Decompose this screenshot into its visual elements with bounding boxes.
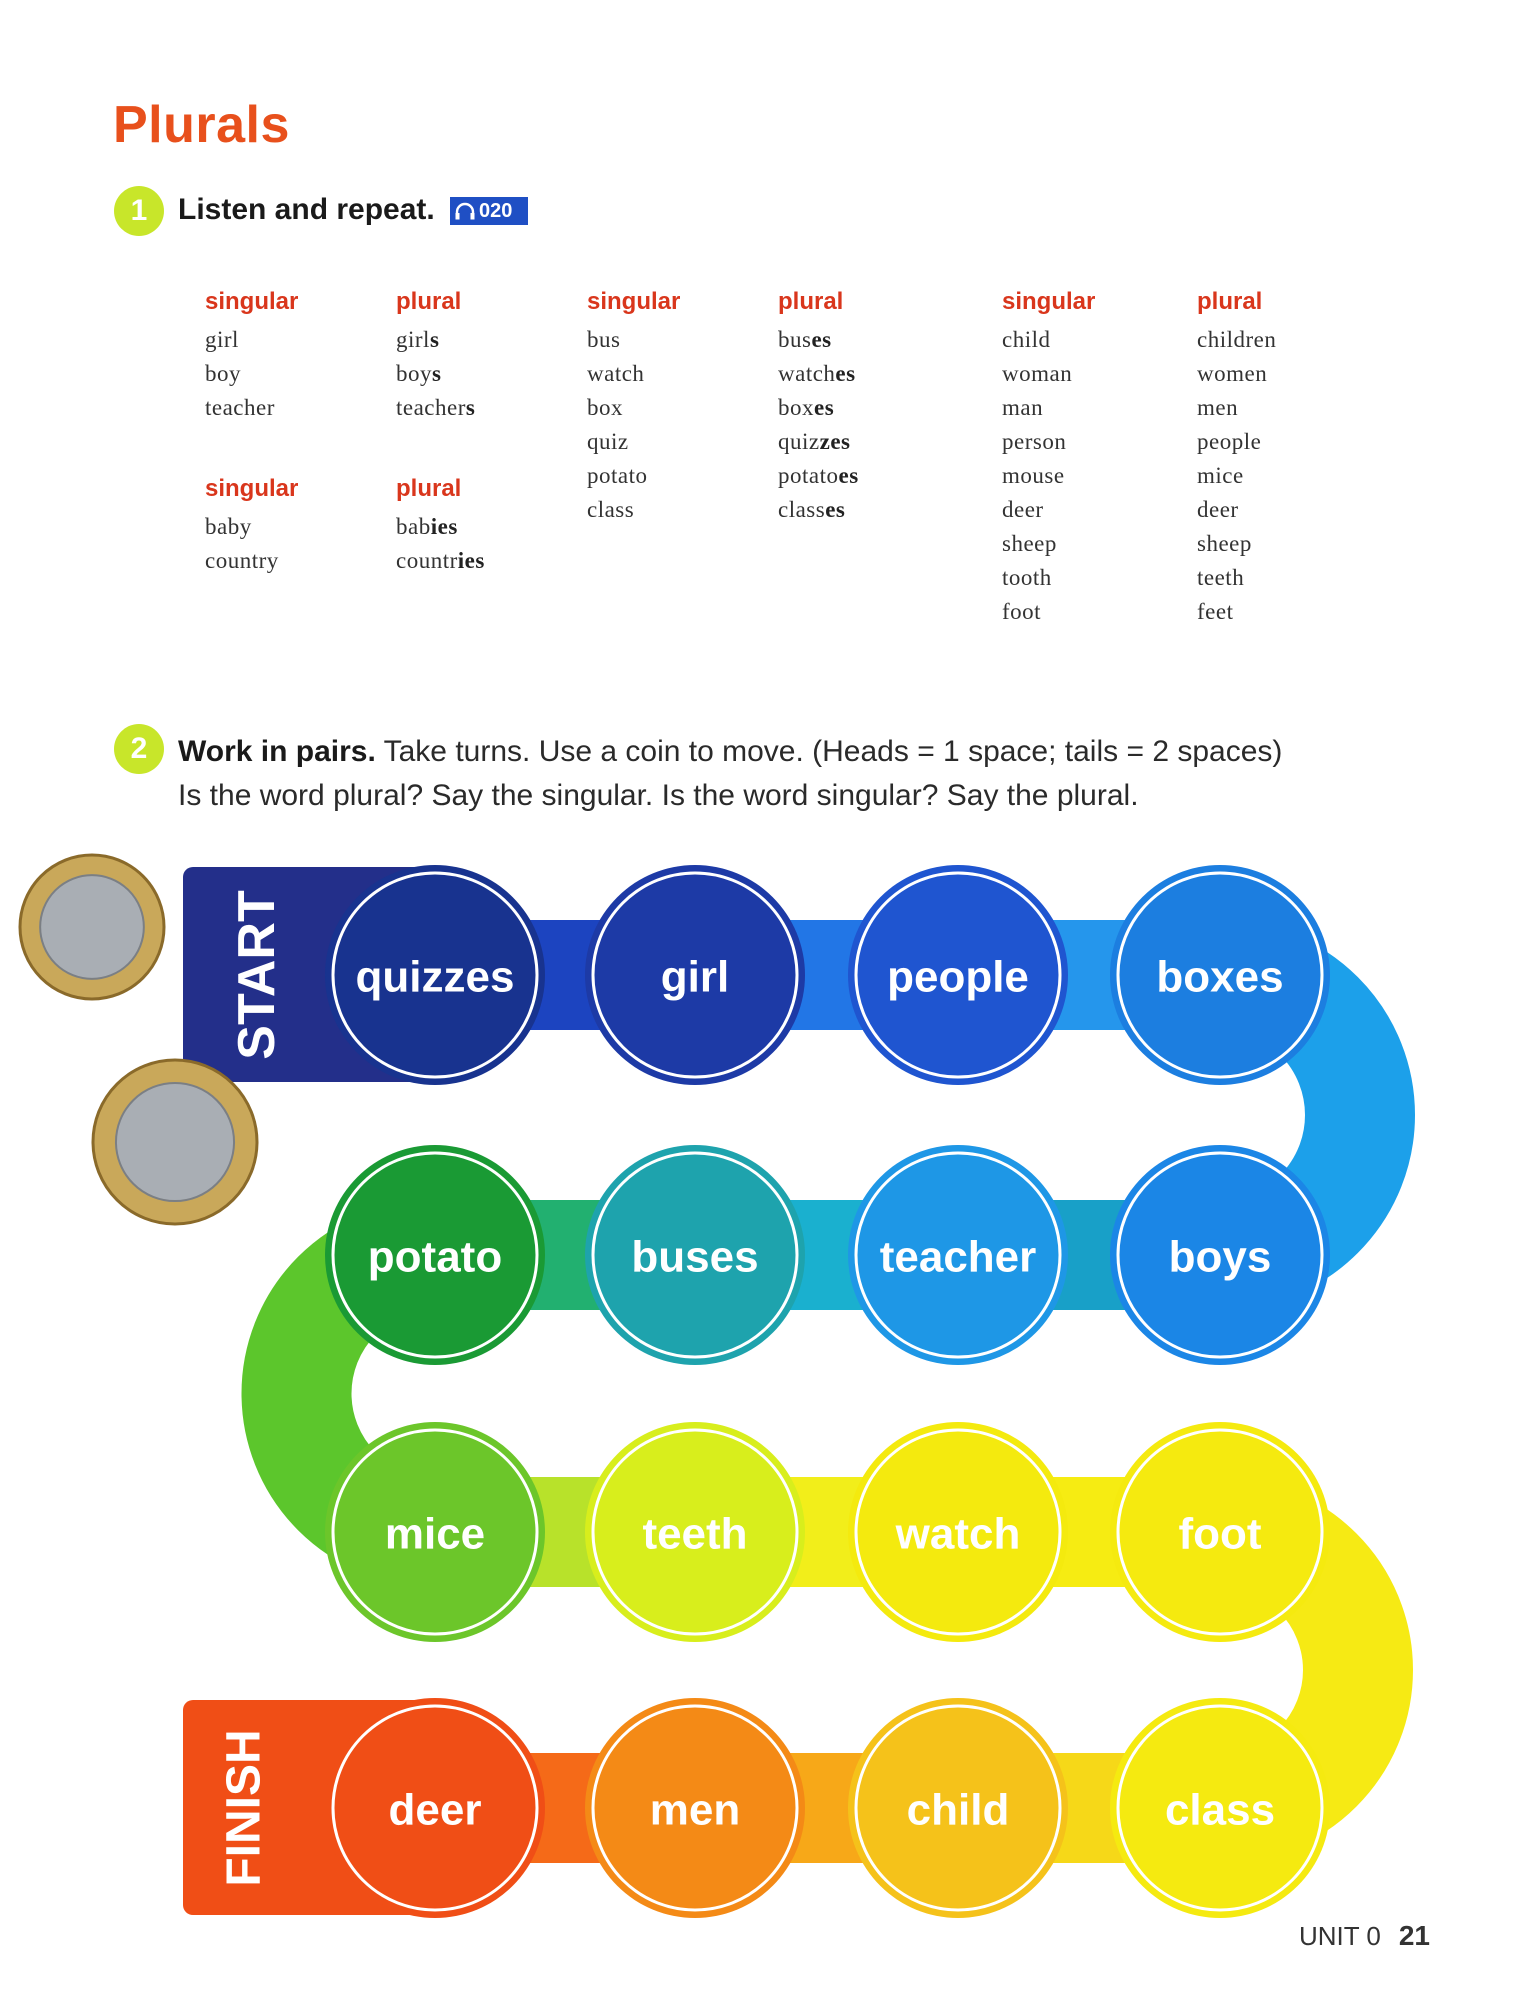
word: box — [587, 395, 623, 420]
word-ending: ies — [430, 514, 458, 539]
word-stem: bab — [396, 514, 431, 539]
word: sheep — [1002, 531, 1057, 556]
word-stem: class — [778, 497, 826, 522]
exercise-2-badge: 2 — [114, 724, 164, 774]
column-heading: plural — [396, 475, 462, 502]
column-heading: singular — [587, 288, 681, 315]
word: women — [1197, 361, 1268, 386]
board-cell-word: mice — [384, 1509, 486, 1559]
word: children — [1197, 327, 1277, 352]
word-stem: teacher — [396, 395, 466, 420]
board-cell-word: people — [887, 952, 1029, 1002]
board-cell-word: child — [906, 1785, 1010, 1835]
word: bus — [587, 327, 621, 352]
word-stem: girl — [396, 327, 430, 352]
exercise-2-text-1: Take turns. Use a coin to move. (Heads = 1 space; tails = 2 spaces) — [375, 735, 1283, 768]
word: mice — [1197, 463, 1244, 488]
board-cell-word: watch — [895, 1509, 1021, 1559]
word: teacher — [205, 395, 275, 420]
column-heading: plural — [1197, 288, 1263, 315]
board-cell-word: quizzes — [355, 952, 515, 1002]
word-ending: es — [811, 327, 832, 352]
word-stem: potato — [778, 463, 839, 488]
word: girl — [205, 327, 239, 352]
board-cell-word: teacher — [879, 1232, 1037, 1282]
page-footer — [1299, 1920, 1430, 1952]
page-title: Plurals — [113, 96, 290, 154]
word-ending: s — [432, 361, 442, 386]
word: baby — [205, 514, 252, 539]
word-ending: ies — [457, 548, 485, 573]
word: people — [1197, 429, 1262, 454]
word: watch — [587, 361, 645, 386]
column-heading: singular — [1002, 288, 1096, 315]
exercise-2-lead: Work in pairs. — [178, 735, 376, 768]
column-heading: plural — [778, 288, 844, 315]
audio-track-number: 020 — [479, 199, 513, 222]
word: child — [1002, 327, 1051, 352]
word-stem: watch — [778, 361, 836, 386]
start-label: START — [228, 890, 286, 1060]
exercise-2-text-2: Is the word plural? Say the singular. Is the word singular? Say the plural. — [178, 779, 1139, 812]
board-cell-word: deer — [388, 1785, 482, 1835]
word-stem: countr — [396, 548, 458, 573]
word: men — [1197, 395, 1239, 420]
board-cell-word: men — [649, 1785, 741, 1835]
finish-label: FINISH — [217, 1729, 271, 1887]
euro-coin-heads-center — [40, 875, 144, 979]
word-ending: es — [838, 463, 859, 488]
board-cell-word: potato — [367, 1232, 503, 1282]
board-cell-word: boxes — [1156, 952, 1284, 1002]
word: tooth — [1002, 565, 1052, 590]
word: potato — [587, 463, 648, 488]
euro-coin-tails-center — [116, 1083, 234, 1201]
word-ending: s — [429, 327, 440, 352]
exercise-1-instruction: Listen and repeat. — [178, 193, 435, 226]
board-cell-word: class — [1164, 1785, 1276, 1835]
unit-label: UNIT 0 — [1298, 1921, 1381, 1951]
board-cell-word: boys — [1168, 1232, 1272, 1282]
word: mouse — [1002, 463, 1065, 488]
column-heading: singular — [205, 475, 299, 502]
word-ending: es — [825, 497, 846, 522]
word-ending: es — [835, 361, 856, 386]
word: country — [205, 548, 279, 573]
word-stem: quiz — [778, 429, 820, 454]
word-stem: boy — [396, 361, 432, 386]
word: deer — [1197, 497, 1239, 522]
word-ending: es — [814, 395, 835, 420]
word: feet — [1197, 599, 1234, 624]
board-cell-word: buses — [631, 1232, 759, 1282]
word: deer — [1002, 497, 1044, 522]
column-heading: singular — [205, 288, 299, 315]
word: sheep — [1197, 531, 1252, 556]
page-number: 21 — [1398, 1920, 1430, 1951]
word: foot — [1002, 599, 1042, 624]
word-ending: s — [465, 395, 476, 420]
board-cell-word: girl — [660, 952, 730, 1002]
word: person — [1002, 429, 1067, 454]
word: class — [587, 497, 635, 522]
word: boy — [205, 361, 241, 386]
column-heading: plural — [396, 288, 462, 315]
word: quiz — [587, 429, 629, 454]
word: man — [1002, 395, 1044, 420]
board-cell-word: foot — [1178, 1509, 1262, 1559]
exercise-1-badge: 1 — [114, 186, 164, 236]
word-ending: zes — [819, 429, 851, 454]
word: woman — [1002, 361, 1073, 386]
board-cell-word: teeth — [642, 1509, 748, 1559]
word-stem: bus — [778, 327, 812, 352]
word: teeth — [1197, 565, 1245, 590]
word-stem: box — [778, 395, 814, 420]
